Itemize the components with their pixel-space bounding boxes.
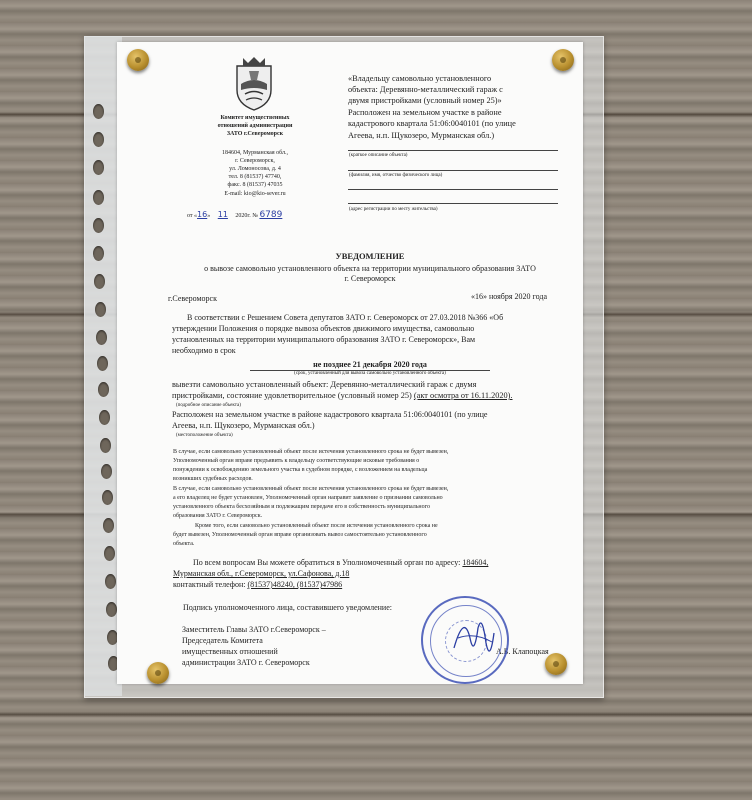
contact-zip: 184604, bbox=[462, 558, 489, 567]
org-name-line: отношений администрации bbox=[217, 123, 293, 129]
rule-line bbox=[348, 170, 558, 171]
caption-location: (местоположение объекта) bbox=[176, 433, 233, 438]
punch-hole bbox=[93, 132, 104, 147]
doc-date-number bbox=[187, 210, 282, 220]
punch-hole bbox=[93, 190, 104, 205]
signature-caption: Подпись уполномоченного лица, составившего уведомление: bbox=[183, 603, 392, 612]
punch-hole bbox=[98, 382, 109, 397]
legal-line: установленного объекта бесхозяйным и подлежащим передаче его в собственность муниципального bbox=[173, 504, 430, 510]
caption-detail: (подробное описание объекта) bbox=[176, 403, 241, 408]
addressee-line: двумя пристройками (условный номер 25)» bbox=[348, 96, 502, 105]
org-address-line: ул. Ломоносова, д. 4 bbox=[229, 166, 281, 172]
legal-line: будет вывезен, Уполномоченный орган вправе организовать вывоз самостоятельно установленного bbox=[173, 532, 427, 538]
punch-hole bbox=[104, 546, 115, 561]
handwritten-signature bbox=[444, 608, 504, 668]
phone-numbers: (81537)48240, (81537)47986 bbox=[247, 580, 343, 589]
body-line: утверждении Положения о порядке вывоза объектов движимого имущества, самовольно bbox=[172, 324, 475, 333]
document-number: 6789 bbox=[259, 210, 283, 220]
legal-line: В случае, если самовольно установленный объект после истечения установленного срока не будет вывезен, bbox=[173, 449, 449, 455]
date-year: 2020г. № bbox=[233, 213, 258, 219]
legal-line: образования ЗАТО г. Североморск. bbox=[173, 513, 263, 519]
document-subtitle: г. Североморск bbox=[344, 274, 396, 283]
contact-line bbox=[193, 558, 488, 567]
punch-hole bbox=[94, 274, 105, 289]
punch-hole bbox=[93, 218, 104, 233]
punch-hole bbox=[97, 356, 108, 371]
signer-title-line: Заместитель Главы ЗАТО г.Североморск – bbox=[182, 625, 326, 634]
legal-line: Кроме того, если самовольно установленный объект после истечения установленного срока не bbox=[195, 523, 438, 529]
punch-hole bbox=[106, 602, 117, 617]
contact-prefix: По всем вопросам Вы можете обратиться в Уполномоченный орган по адресу: bbox=[193, 558, 461, 567]
caption-name: (фамилия, имя, отчество физического лица) bbox=[349, 173, 443, 178]
addressee-line: Расположен на земельном участке в районе bbox=[348, 108, 502, 117]
push-pin bbox=[545, 653, 567, 675]
city: г.Североморск bbox=[168, 294, 217, 303]
punch-hole bbox=[101, 464, 112, 479]
location-line: Агеева, н.п. Щукозеро, Мурманская обл.) bbox=[172, 421, 315, 430]
deadline-caption: (срок, установленный для вывоза самовольно установленного объекта) bbox=[294, 371, 446, 376]
addressee-line: кадастрового квартала 51:06:0040101 (по улице bbox=[348, 119, 516, 128]
org-name-line: Комитет имущественных bbox=[220, 115, 290, 121]
addressee-line: «Владельцу самовольно установленного bbox=[348, 74, 492, 83]
inspection-act: (акт осмотра от 16.11.2020). bbox=[413, 391, 513, 400]
remove-line bbox=[172, 391, 513, 401]
legal-line: объекта. bbox=[173, 541, 195, 547]
signer-title-line: имущественных отношений bbox=[182, 647, 278, 656]
punch-hole bbox=[93, 104, 104, 119]
punch-hole bbox=[102, 490, 113, 505]
legal-line: а его владелец не будет установлен, Уполномоченный орган направит заявление о признании самовольно bbox=[173, 495, 443, 501]
punch-hole bbox=[95, 302, 106, 317]
signer-title-line: администрации ЗАТО г. Североморск bbox=[182, 658, 310, 667]
punch-hole bbox=[93, 160, 104, 175]
org-fax: факс. 8 (81537) 47035 bbox=[227, 182, 283, 188]
body-line: установленных на территории муниципального образования ЗАТО г. Североморск», Вам bbox=[172, 335, 476, 344]
signer-name: А.Б. Клапоцкая bbox=[496, 647, 549, 656]
org-name-line: ЗАТО г.Североморск bbox=[226, 131, 284, 137]
date-separator: » bbox=[207, 213, 212, 219]
rule-line bbox=[348, 203, 558, 204]
date-month: 11 bbox=[217, 210, 228, 219]
remove-line-text: пристройками, состояние удовлетворительное (условный номер 25) bbox=[172, 391, 412, 400]
addressee-line: Агеева, н.п. Щукозеро, Мурманская обл.) bbox=[348, 131, 495, 140]
contact-phone-line bbox=[173, 580, 342, 589]
punch-hole bbox=[105, 574, 116, 589]
legal-line: В случае, если самовольно установленный объект после истечения установленного срока не будет вывезен, bbox=[173, 486, 449, 492]
body-line: В соответствии с Решением Совета депутатов ЗАТО г. Североморск от 27.03.2018 №366 «Об bbox=[187, 313, 504, 322]
date-day: 16 bbox=[197, 210, 208, 219]
coat-of-arms-emblem bbox=[231, 56, 277, 112]
org-email: E-mail: kio@kio-sever.ru bbox=[224, 191, 286, 197]
push-pin bbox=[552, 49, 574, 71]
notice-date: «16» ноября 2020 года bbox=[471, 292, 548, 301]
punch-hole bbox=[93, 246, 104, 261]
location-line: Расположен на земельном участке в районе кадастрового квартала 51:06:0040101 (по улице bbox=[172, 410, 488, 419]
punch-hole bbox=[96, 330, 107, 345]
punch-hole bbox=[100, 438, 111, 453]
document-subtitle: о вывозе самовольно установленного объекта на территории муниципального образования ЗАТО bbox=[204, 264, 536, 273]
phone-label: контактный телефон: bbox=[173, 580, 246, 589]
addressee-line: объекта: Деревянно-металлический гараж с bbox=[348, 85, 503, 94]
deadline: не позднее 21 декабря 2020 года bbox=[313, 360, 427, 369]
legal-line: Уполномоченный орган вправе предъявить к владельцу соответствующие исковые требования о bbox=[173, 458, 420, 464]
org-address-line: г. Североморск, bbox=[235, 158, 275, 164]
legal-line: понуждении к освобождению земельного участка в судебном порядке, с возложением на владельца bbox=[173, 467, 428, 473]
date-prefix: от « bbox=[187, 213, 198, 219]
push-pin bbox=[147, 662, 169, 684]
punch-hole bbox=[99, 410, 110, 425]
push-pin bbox=[127, 49, 149, 71]
caption-object: (краткое описание объекта) bbox=[349, 153, 408, 158]
caption-address: (адрес регистрации по месту жительства) bbox=[349, 207, 438, 212]
rule-line bbox=[348, 150, 558, 151]
punch-hole bbox=[103, 518, 114, 533]
body-line: необходимо в срок bbox=[172, 346, 236, 355]
org-phone: тел. 8 (81537) 47740, bbox=[228, 174, 282, 180]
contact-address: Мурманская обл., г.Североморск, ул.Сафонова, д.18 bbox=[173, 569, 350, 578]
rule-line bbox=[348, 189, 558, 190]
legal-line: возникших судебных расходов. bbox=[173, 476, 253, 482]
remove-line: вывезти самовольно установленный объект: Деревянно-металлический гараж с двумя bbox=[172, 380, 477, 389]
org-address-line: 184604, Мурманская обл., bbox=[221, 150, 289, 156]
signer-title-line: Председатель Комитета bbox=[182, 636, 263, 645]
document-title: УВЕДОМЛЕНИЕ bbox=[335, 251, 405, 261]
